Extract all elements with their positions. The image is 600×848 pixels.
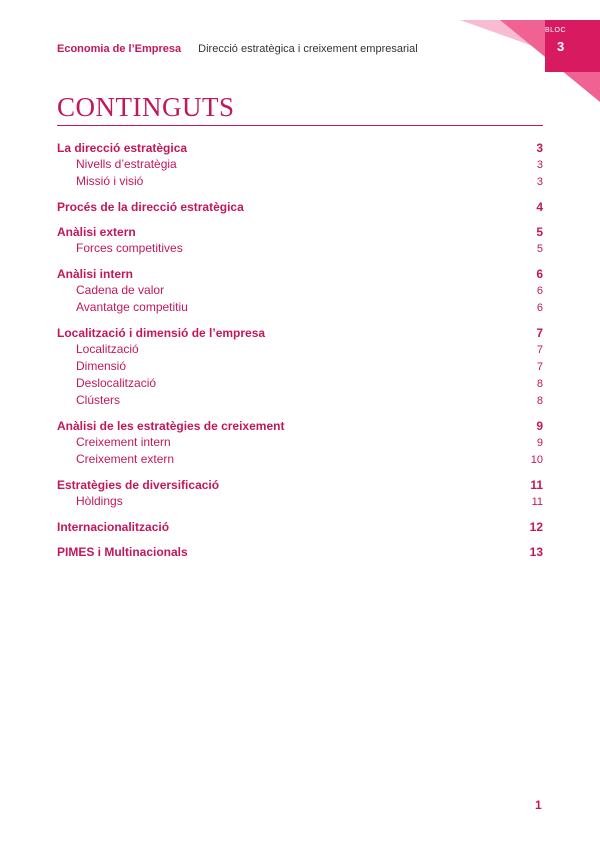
toc-section xyxy=(57,224,543,257)
toc-subentry[interactable] xyxy=(57,282,543,299)
toc-entry-title: Procés de la direcció estratègica xyxy=(57,200,244,214)
toc-subentry-page: 9 xyxy=(536,437,543,449)
toc-subentry-title: Deslocalització xyxy=(76,376,157,390)
toc-entry-page: 9 xyxy=(536,419,543,433)
toc-entry-page: 7 xyxy=(536,326,543,340)
title-rule xyxy=(57,125,543,126)
toc-section xyxy=(57,519,543,535)
page-title: CONTINGUTS xyxy=(57,92,235,122)
toc-subentry-title: Localització xyxy=(76,342,139,356)
toc-subentry-page: 8 xyxy=(536,378,543,390)
toc-subentry-title: Creixement extern xyxy=(76,452,175,466)
toc-entry-page: 11 xyxy=(530,478,543,492)
toc-subentry[interactable] xyxy=(57,299,543,316)
toc-subentry-title: Creixement intern xyxy=(76,435,171,449)
toc-subentry[interactable] xyxy=(57,240,543,257)
toc-section xyxy=(57,140,543,190)
toc-subentry-title: Nivells d’estratègia xyxy=(76,157,177,171)
toc-subentry-page: 6 xyxy=(536,285,543,297)
toc-entry-page: 3 xyxy=(536,141,543,155)
toc-subentry[interactable] xyxy=(57,375,543,392)
toc-subentry[interactable] xyxy=(57,173,543,190)
toc-entry-title: Anàlisi intern xyxy=(57,267,134,281)
toc-subentry-title: Hòldings xyxy=(76,494,123,508)
toc-subentry-page: 10 xyxy=(530,454,543,466)
toc-subentry-page: 7 xyxy=(536,344,543,356)
page-number: 1 xyxy=(535,798,542,812)
toc-entry[interactable] xyxy=(57,199,543,215)
toc-subentry[interactable] xyxy=(57,156,543,173)
toc-section xyxy=(57,544,543,560)
toc-subentry-page: 6 xyxy=(536,302,543,314)
toc-entry-page: 13 xyxy=(529,545,543,559)
toc-subentry-title: Avantatge competitiu xyxy=(76,300,188,314)
corner-decoration xyxy=(460,0,600,110)
toc-subentry-title: Clústers xyxy=(76,393,121,407)
subject-name: Economia de l’Empresa xyxy=(57,43,182,55)
toc-entry-title: Internacionalització xyxy=(57,520,170,534)
toc-subentry-page: 3 xyxy=(536,159,543,171)
toc-subentry-page: 3 xyxy=(536,176,543,188)
toc-entry[interactable] xyxy=(57,418,543,434)
toc-entry[interactable] xyxy=(57,519,543,535)
toc-entry-title: Anàlisi extern xyxy=(57,225,136,239)
topic-name: Direcció estratègica i creixement empresarial xyxy=(198,43,418,55)
toc-entry[interactable] xyxy=(57,266,543,282)
toc-subentry[interactable] xyxy=(57,434,543,451)
toc-subentry-page: 7 xyxy=(536,361,543,373)
toc-subentry-title: Missió i visió xyxy=(76,174,144,188)
toc-subentry-page: 8 xyxy=(536,395,543,407)
toc-entry[interactable] xyxy=(57,477,543,493)
toc-subentry-title: Forces competitives xyxy=(76,241,183,255)
toc-section xyxy=(57,418,543,468)
toc-section xyxy=(57,477,543,510)
toc-subentry-title: Dimensió xyxy=(76,359,127,373)
toc-entry-page: 5 xyxy=(536,225,543,239)
toc-subentry-page: 5 xyxy=(536,243,543,255)
toc-subentry[interactable] xyxy=(57,493,543,510)
toc-entry[interactable] xyxy=(57,325,543,341)
toc-subentry-page: 11 xyxy=(531,496,543,508)
toc-subentry[interactable] xyxy=(57,341,543,358)
running-header xyxy=(57,43,418,55)
toc-entry-title: La direcció estratègica xyxy=(57,141,188,155)
toc-entry-page: 4 xyxy=(536,200,543,214)
toc-entry-title: Anàlisi de les estratègies de creixement xyxy=(57,419,285,433)
toc-entry[interactable] xyxy=(57,544,543,560)
toc-entry-title: PIMES i Multinacionals xyxy=(57,545,188,559)
toc-entry-page: 12 xyxy=(529,520,543,534)
toc-section xyxy=(57,325,543,409)
toc-section xyxy=(57,266,543,316)
toc-section xyxy=(57,199,543,215)
toc-subentry[interactable] xyxy=(57,392,543,409)
bloc-number: 3 xyxy=(557,39,565,54)
toc-subentry[interactable] xyxy=(57,451,543,468)
toc-entry-page: 6 xyxy=(536,267,543,281)
toc-entry-title: Estratègies de diversificació xyxy=(57,478,220,492)
bloc-label: BLOC xyxy=(545,27,567,34)
toc-entry[interactable] xyxy=(57,224,543,240)
toc-subentry-title: Cadena de valor xyxy=(76,283,165,297)
toc-entry[interactable] xyxy=(57,140,543,156)
table-of-contents xyxy=(57,140,543,569)
toc-entry-title: Localització i dimensió de l’empresa xyxy=(57,326,266,340)
toc-subentry[interactable] xyxy=(57,358,543,375)
